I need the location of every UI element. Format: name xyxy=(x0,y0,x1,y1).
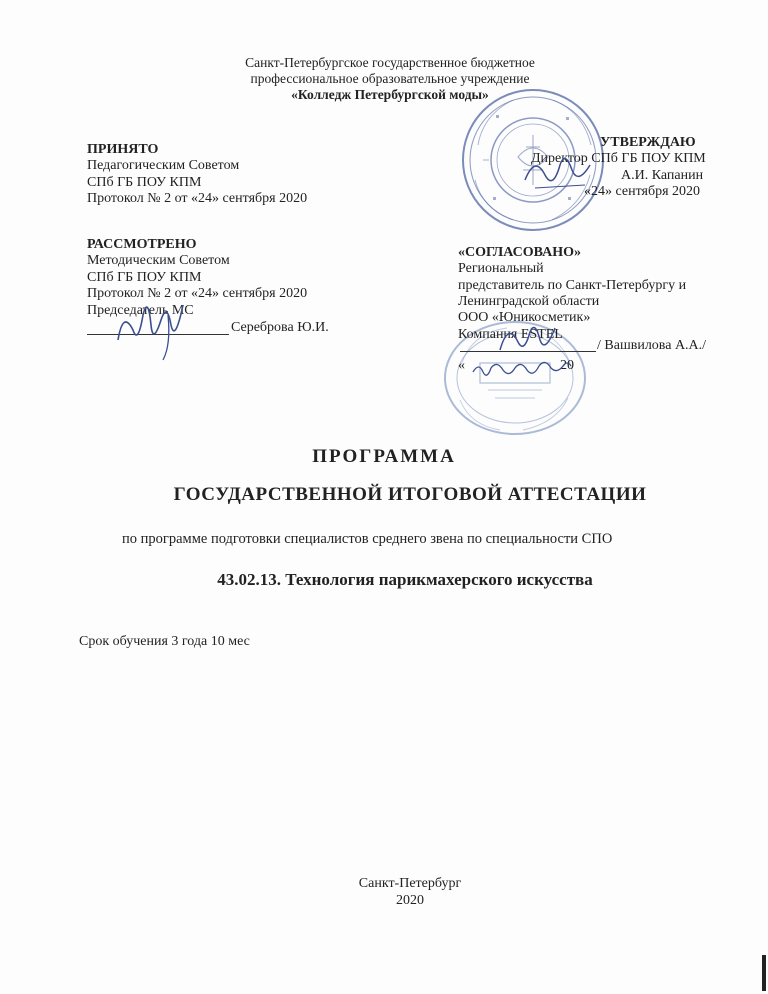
approved-title: УТВЕРЖДАЮ xyxy=(600,135,696,150)
accepted-title: ПРИНЯТО xyxy=(87,142,159,157)
scan-edge-mark xyxy=(762,955,766,991)
footer-year: 2020 xyxy=(396,893,424,908)
header-line-3: «Колледж Петербургской моды» xyxy=(291,87,489,102)
director-signature xyxy=(520,150,600,195)
agreed-title: «СОГЛАСОВАНО» xyxy=(458,245,581,260)
accepted-line-3: Протокол № 2 от «24» сентября 2020 xyxy=(87,191,308,206)
program-specialty: 43.02.13. Технология парикмахерского искусства xyxy=(217,570,593,589)
program-description: по программе подготовки специалистов среднего звена по специальности СПО xyxy=(122,531,613,547)
program-duration: Срок обучения 3 года 10 мес xyxy=(79,634,250,649)
reviewed-line-1: Методическим Советом xyxy=(87,253,230,268)
accepted-line-1: Педагогическим Советом xyxy=(87,158,240,173)
approved-line-3: «24» сентября 2020 xyxy=(584,184,701,199)
chairman-signature xyxy=(108,295,198,365)
agreed-handwritten-date xyxy=(470,358,585,380)
reviewed-title: РАССМОТРЕНО xyxy=(87,237,197,252)
reviewed-line-2: СПб ГБ ПОУ КПМ xyxy=(87,270,202,285)
accepted-line-2: СПб ГБ ПОУ КПМ xyxy=(87,175,202,190)
agreed-date-open: « xyxy=(458,358,465,373)
reviewed-signer: Сереброва Ю.И. xyxy=(231,320,329,335)
approved-line-1: Директор СПб ГБ ПОУ КПМ xyxy=(531,151,706,166)
program-subtitle: ГОСУДАРСТВЕННОЙ ИТОГОВОЙ АТТЕСТАЦИИ xyxy=(173,484,647,505)
agreed-signature xyxy=(495,320,565,360)
reviewed-line-3: Протокол № 2 от «24» сентября 2020 xyxy=(87,286,308,301)
agreed-signer: / Вашвилова А.А./ xyxy=(597,338,707,353)
approved-line-2: А.И. Капанин xyxy=(621,168,704,183)
footer-city: Санкт-Петербург xyxy=(358,876,462,891)
agreed-line-2: представитель по Санкт-Петербургу и xyxy=(458,278,687,293)
program-title: ПРОГРАММА xyxy=(312,446,456,467)
agreed-line-3: Ленинградской области xyxy=(458,294,600,309)
header-line-1: Санкт-Петербургское государственное бюджетное xyxy=(245,55,535,70)
agreed-line-5: Компания ESTEL xyxy=(458,327,563,342)
header-line-2: профессиональное образовательное учреждение xyxy=(250,71,530,86)
agreed-date-year: 20 xyxy=(560,358,574,373)
agreed-line-4: ООО «Юникосметик» xyxy=(458,310,591,325)
reviewed-line-4: Председатель МС xyxy=(87,303,194,318)
agreed-line-1: Региональный xyxy=(458,261,544,276)
